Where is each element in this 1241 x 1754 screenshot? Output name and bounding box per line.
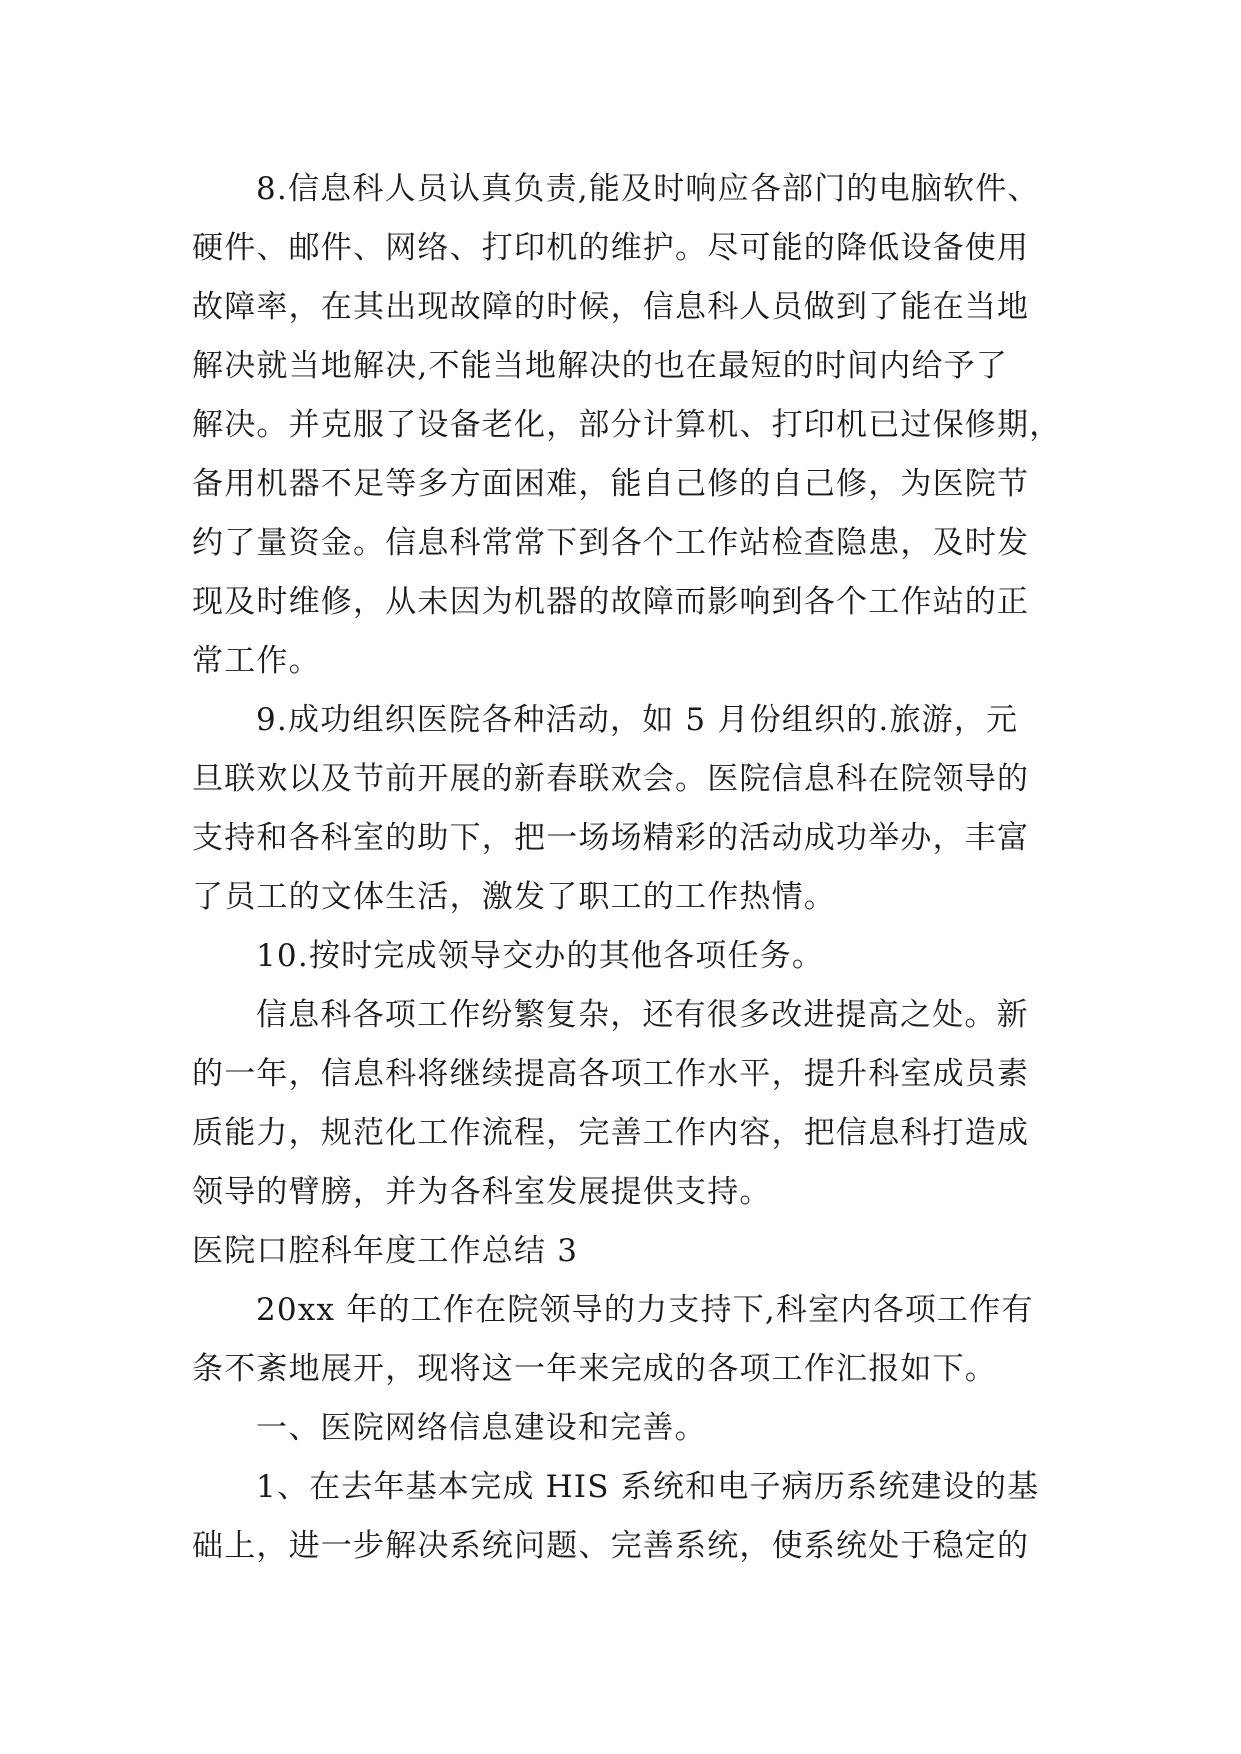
text-line: 1、在去年基本完成 HIS 系统和电子病历系统建设的基 (256, 1469, 1040, 1505)
text-line: 条不紊地展开，现将这一年来完成的各项工作汇报如下。 (192, 1351, 997, 1387)
text-line: 备用机器不足等多方面困难，能自己修的自己修，为医院节 (192, 466, 1030, 502)
text-line: 约了量资金。信息科常常下到各个工作站检查隐患，及时发 (192, 525, 1030, 561)
text-line: 硬件、邮件、网络、打印机的维护。尽可能的降低设备使用 (192, 230, 1030, 266)
document-body (192, 160, 1072, 1576)
text-line: 9.成功组织医院各种活动，如 5 月份组织的.旅游，元 (256, 702, 1019, 738)
section-heading: 医院口腔科年度工作总结 3 (192, 1233, 579, 1269)
text-line: 支持和各科室的助下，把一场场精彩的活动成功举办，丰富 (192, 820, 1030, 856)
text-line: 旦联欢以及节前开展的新春联欢会。医院信息科在院领导的 (192, 761, 1030, 797)
text-line: 10.按时完成领导交办的其他各项任务。 (256, 938, 825, 974)
text-line: 领导的臂膀，并为各科室发展提供支持。 (192, 1174, 772, 1210)
text-line: 的一年，信息科将继续提高各项工作水平，提升科室成员素 (192, 1056, 1030, 1092)
text-line: 8.信息科人员认真负责,能及时响应各部门的电脑软件、 (256, 171, 1040, 207)
text-line: 信息科各项工作纷繁复杂，还有很多改进提高之处。新 (256, 997, 1029, 1033)
text-line: 故障率，在其出现故障的时候，信息科人员做到了能在当地 (192, 289, 1030, 325)
text-line: 一、医院网络信息建设和完善。 (256, 1410, 707, 1446)
text-line: 解决。并克服了设备老化，部分计算机、打印机已过保修期， (192, 407, 1062, 443)
text-line: 常工作。 (192, 643, 321, 679)
text-line: 现及时维修，从未因为机器的故障而影响到各个工作站的正 (192, 584, 1030, 620)
text-line: 解决就当地解决,不能当地解决的也在最短的时间内给予了 (192, 348, 1009, 384)
text-line: 础上，进一步解决系统问题、完善系统，使系统处于稳定的 (192, 1528, 1030, 1564)
text-line: 质能力，规范化工作流程，完善工作内容，把信息科打造成 (192, 1115, 1030, 1151)
text-line: 20xx 年的工作在院领导的力支持下,科室内各项工作有 (256, 1292, 1034, 1328)
text-line: 了员工的文体生活，激发了职工的工作热情。 (192, 879, 836, 915)
